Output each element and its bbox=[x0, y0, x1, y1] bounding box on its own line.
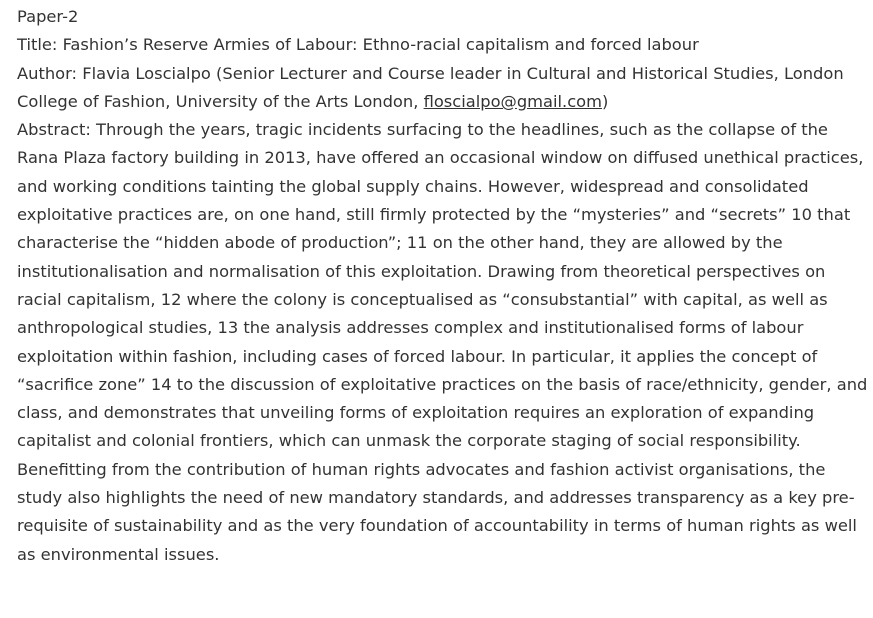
paper-title: Fashion’s Reserve Armies of Labour: Ethno-racial capitalism and forced labour bbox=[62, 35, 699, 55]
author-details: Flavia Loscialpo (Senior Lecturer and Course leader in Cultural and Historical Studies, London College of Fashion, University of the Arts London, bbox=[17, 63, 844, 111]
abstract-prefix: Abstract: bbox=[17, 120, 97, 140]
title-prefix: Title: bbox=[17, 35, 63, 55]
paper-abstract bbox=[17, 116, 869, 569]
author-suffix: ) bbox=[601, 91, 609, 111]
author-email-link[interactable]: floscialpo@gmail.com bbox=[423, 91, 602, 111]
abstract-text: Through the years, tragic incidents surfacing to the headlines, such as the collapse of the Rana Plaza factory building in 2013, have offered an occasional window on diffused unethical practices, and working conditions tainting the global supply chains. However, widespread and consolidated exploitative practices are, on one hand, still firmly protected by the “mysteries” and “secrets” 10 that characterise the “hidden abode of production”; 11 on the other hand, they are allowed by the institutionalisation and normalisation of this exploitation. Drawing from theoretical perspectives on racial capitalism, 12 where the colony is conceptualised as “consubstantial” with capital, as well as anthropological studies, 13 the analysis addresses complex and institutionalised forms of labour exploitation within fashion, including cases of forced labour. In particular, it applies the concept of “sacrifice zone” 14 to the discussion of exploitative practices on the basis of race/ethnicity, gender, and class, and demonstrates that unveiling forms of exploitation requires an exploration of expanding capitalist and colonial frontiers, which can unmask the corporate staging of social responsibility. Benefitting from the contribution of human rights advocates and fashion activist organisations, the study also highlights the need of new mandatory standards, and addresses transparency as a key pre-requisite of sustainability and as the very foundation of accountability in terms of human rights as well as environmental issues. bbox=[17, 120, 868, 564]
author-prefix: Author: bbox=[17, 63, 83, 83]
paper-label: Paper-2 bbox=[17, 7, 79, 26]
paper-title-line bbox=[17, 31, 869, 59]
paper-author-line bbox=[17, 60, 869, 117]
paper-entry bbox=[17, 3, 869, 569]
